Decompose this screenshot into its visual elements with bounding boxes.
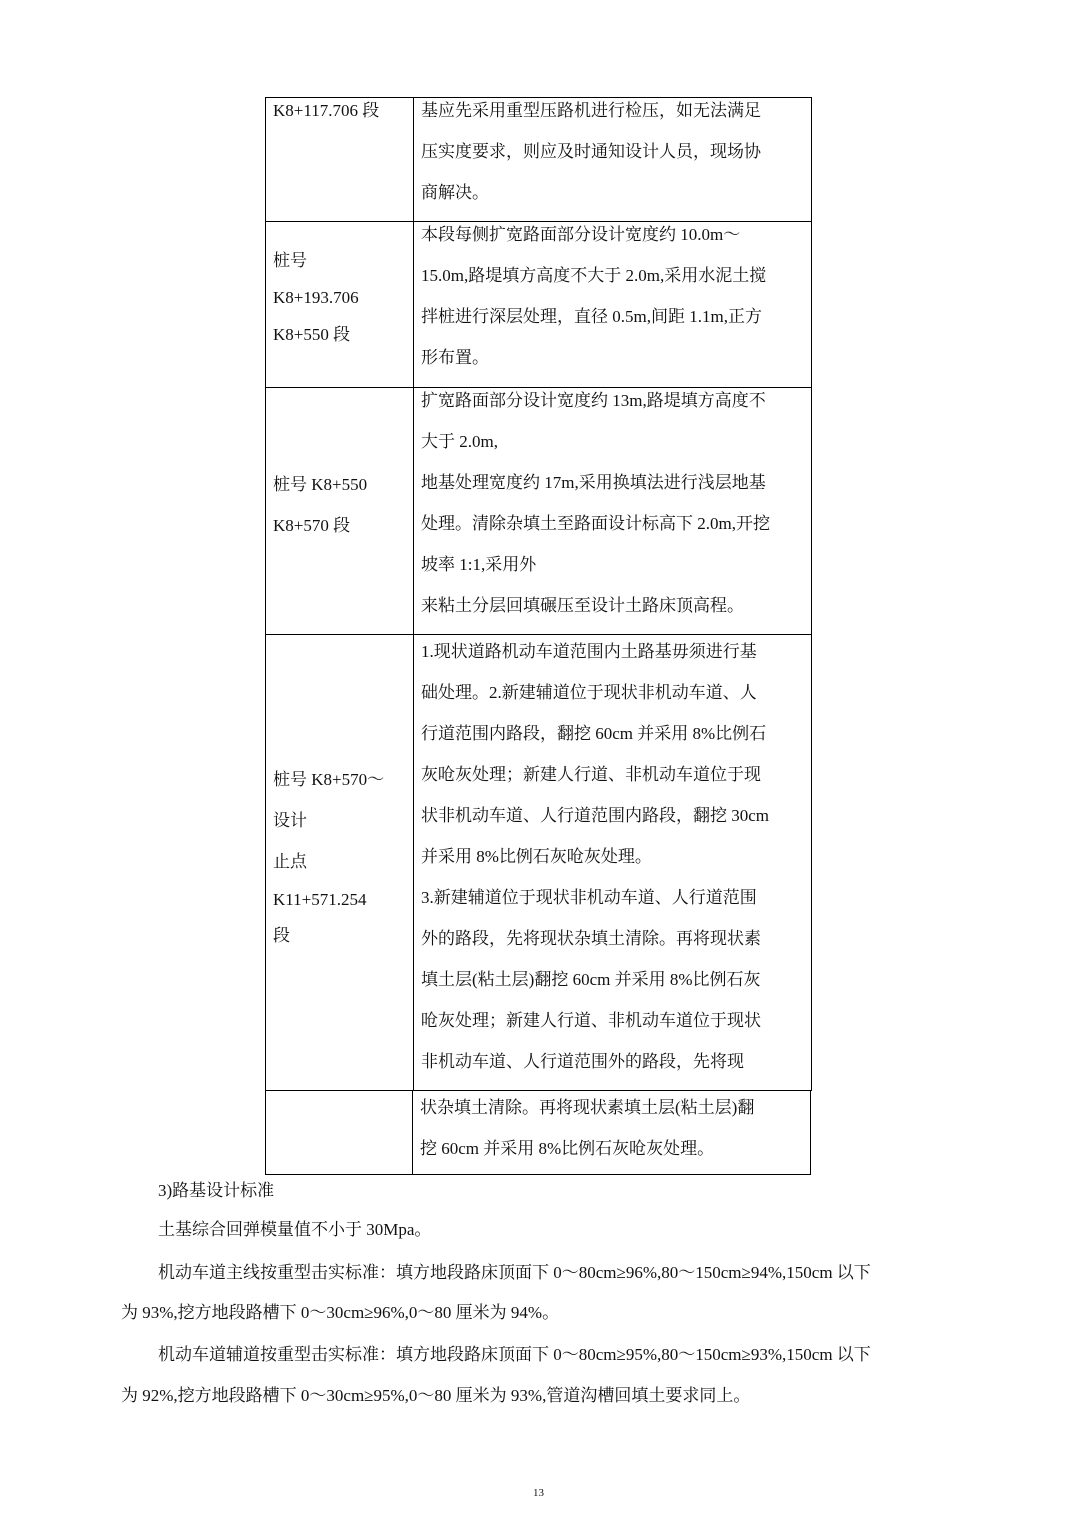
paragraph-line: 机动车道主线按重型击实标准：填方地段路床顶面下 0～80cm≥96%,80～150cm≥94%,150cm 以下 (158, 1263, 871, 1282)
description-line: 处理。清除杂填土至路面设计标高下 2.0m,开挖 (421, 514, 770, 533)
section-heading: 3)路基设计标准 (158, 1181, 275, 1200)
description-line: 灰呛灰处理；新建人行道、非机动车道位于现 (421, 765, 761, 784)
description-line: 呛灰处理；新建人行道、非机动车道位于现状 (421, 1011, 761, 1030)
description-cell (414, 635, 811, 1090)
station-text: 段 (273, 926, 290, 945)
station-text: K8+193.706 (273, 288, 359, 307)
paragraph: 土基综合回弹模量值不小于 30Mpa。 (158, 1220, 432, 1239)
description-line: 本段每侧扩宽路面部分设计宽度约 10.0m～ (421, 225, 741, 244)
description-line: 挖 60cm 并采用 8%比例石灰呛灰处理。 (420, 1139, 715, 1158)
description-line: 地基处理宽度约 17m,采用换填法进行浅层地基 (421, 473, 766, 492)
station-text: 止点 (273, 852, 307, 871)
description-line: 商解决。 (421, 183, 489, 202)
description-line: 础处理。2.新建辅道位于现状非机动车道、人 (421, 683, 757, 702)
station-text: K8+117.706 段 (273, 101, 380, 120)
table-row (265, 634, 812, 1091)
description-line: 坡率 1:1,采用外 (421, 555, 537, 574)
station-cell (266, 222, 414, 387)
station-cell (266, 635, 414, 1090)
paragraph-line: 机动车道辅道按重型击实标准：填方地段路床顶面下 0～80cm≥95%,80～150cm≥93%,150cm 以下 (158, 1345, 871, 1364)
station-text: K8+550 段 (273, 325, 351, 344)
station-text: 桩号 K8+550 (273, 475, 368, 494)
description-line: 大于 2.0m, (421, 432, 498, 451)
description-cell (414, 222, 811, 387)
station-text: 桩号 (273, 251, 307, 270)
description-line: 1.现状道路机动车道范围内土路基毋须进行基 (421, 642, 757, 661)
station-text: 桩号 K8+570～ (273, 770, 385, 789)
table-row-continuation (265, 1090, 811, 1175)
table-row (265, 387, 812, 635)
description-line: 状杂填土清除。再将现状素填土层(粘土层)翻 (420, 1098, 755, 1117)
description-cell (413, 1091, 810, 1174)
station-text: 设计 (273, 811, 307, 830)
description-cell (414, 98, 811, 221)
table-row (265, 221, 812, 388)
station-text: K11+571.254 (273, 890, 367, 909)
station-cell (266, 98, 414, 221)
station-text: K8+570 段 (273, 516, 351, 535)
description-line: 扩宽路面部分设计宽度约 13m,路堤填方高度不 (421, 391, 766, 410)
station-cell (266, 388, 414, 634)
description-line: 拌桩进行深层处理，直径 0.5m,间距 1.1m,正方 (421, 307, 762, 326)
description-line: 外的路段，先将现状杂填土清除。再将现状素 (421, 929, 761, 948)
paragraph-line: 为 93%,挖方地段路槽下 0～30cm≥96%,0～80 厘米为 94%。 (121, 1303, 560, 1322)
description-line: 压实度要求，则应及时通知设计人员，现场协 (421, 142, 761, 161)
table-row (265, 97, 812, 222)
description-line: 3.新建辅道位于现状非机动车道、人行道范围 (421, 888, 757, 907)
description-line: 非机动车道、人行道范围外的路段，先将现 (421, 1052, 744, 1071)
description-line: 状非机动车道、人行道范围内路段，翻挖 30cm (421, 806, 770, 825)
description-line: 基应先采用重型压路机进行检压，如无法满足 (421, 101, 761, 120)
paragraph-line: 为 92%,挖方地段路槽下 0～30cm≥95%,0～80 厘米为 93%,管道沟槽回填土要求同上。 (121, 1386, 751, 1405)
description-line: 并采用 8%比例石灰呛灰处理。 (421, 847, 652, 866)
station-cell-empty (266, 1091, 413, 1174)
description-cell (414, 388, 811, 634)
page-number: 13 (533, 1487, 544, 1499)
description-line: 15.0m,路堤填方高度不大于 2.0m,采用水泥土搅 (421, 266, 767, 285)
description-line: 来粘土分层回填碾压至设计土路床顶高程。 (421, 596, 744, 615)
description-line: 填土层(粘土层)翻挖 60cm 并采用 8%比例石灰 (421, 970, 761, 989)
description-line: 形布置。 (421, 348, 489, 367)
description-line: 行道范围内路段，翻挖 60cm 并采用 8%比例石 (421, 724, 767, 743)
